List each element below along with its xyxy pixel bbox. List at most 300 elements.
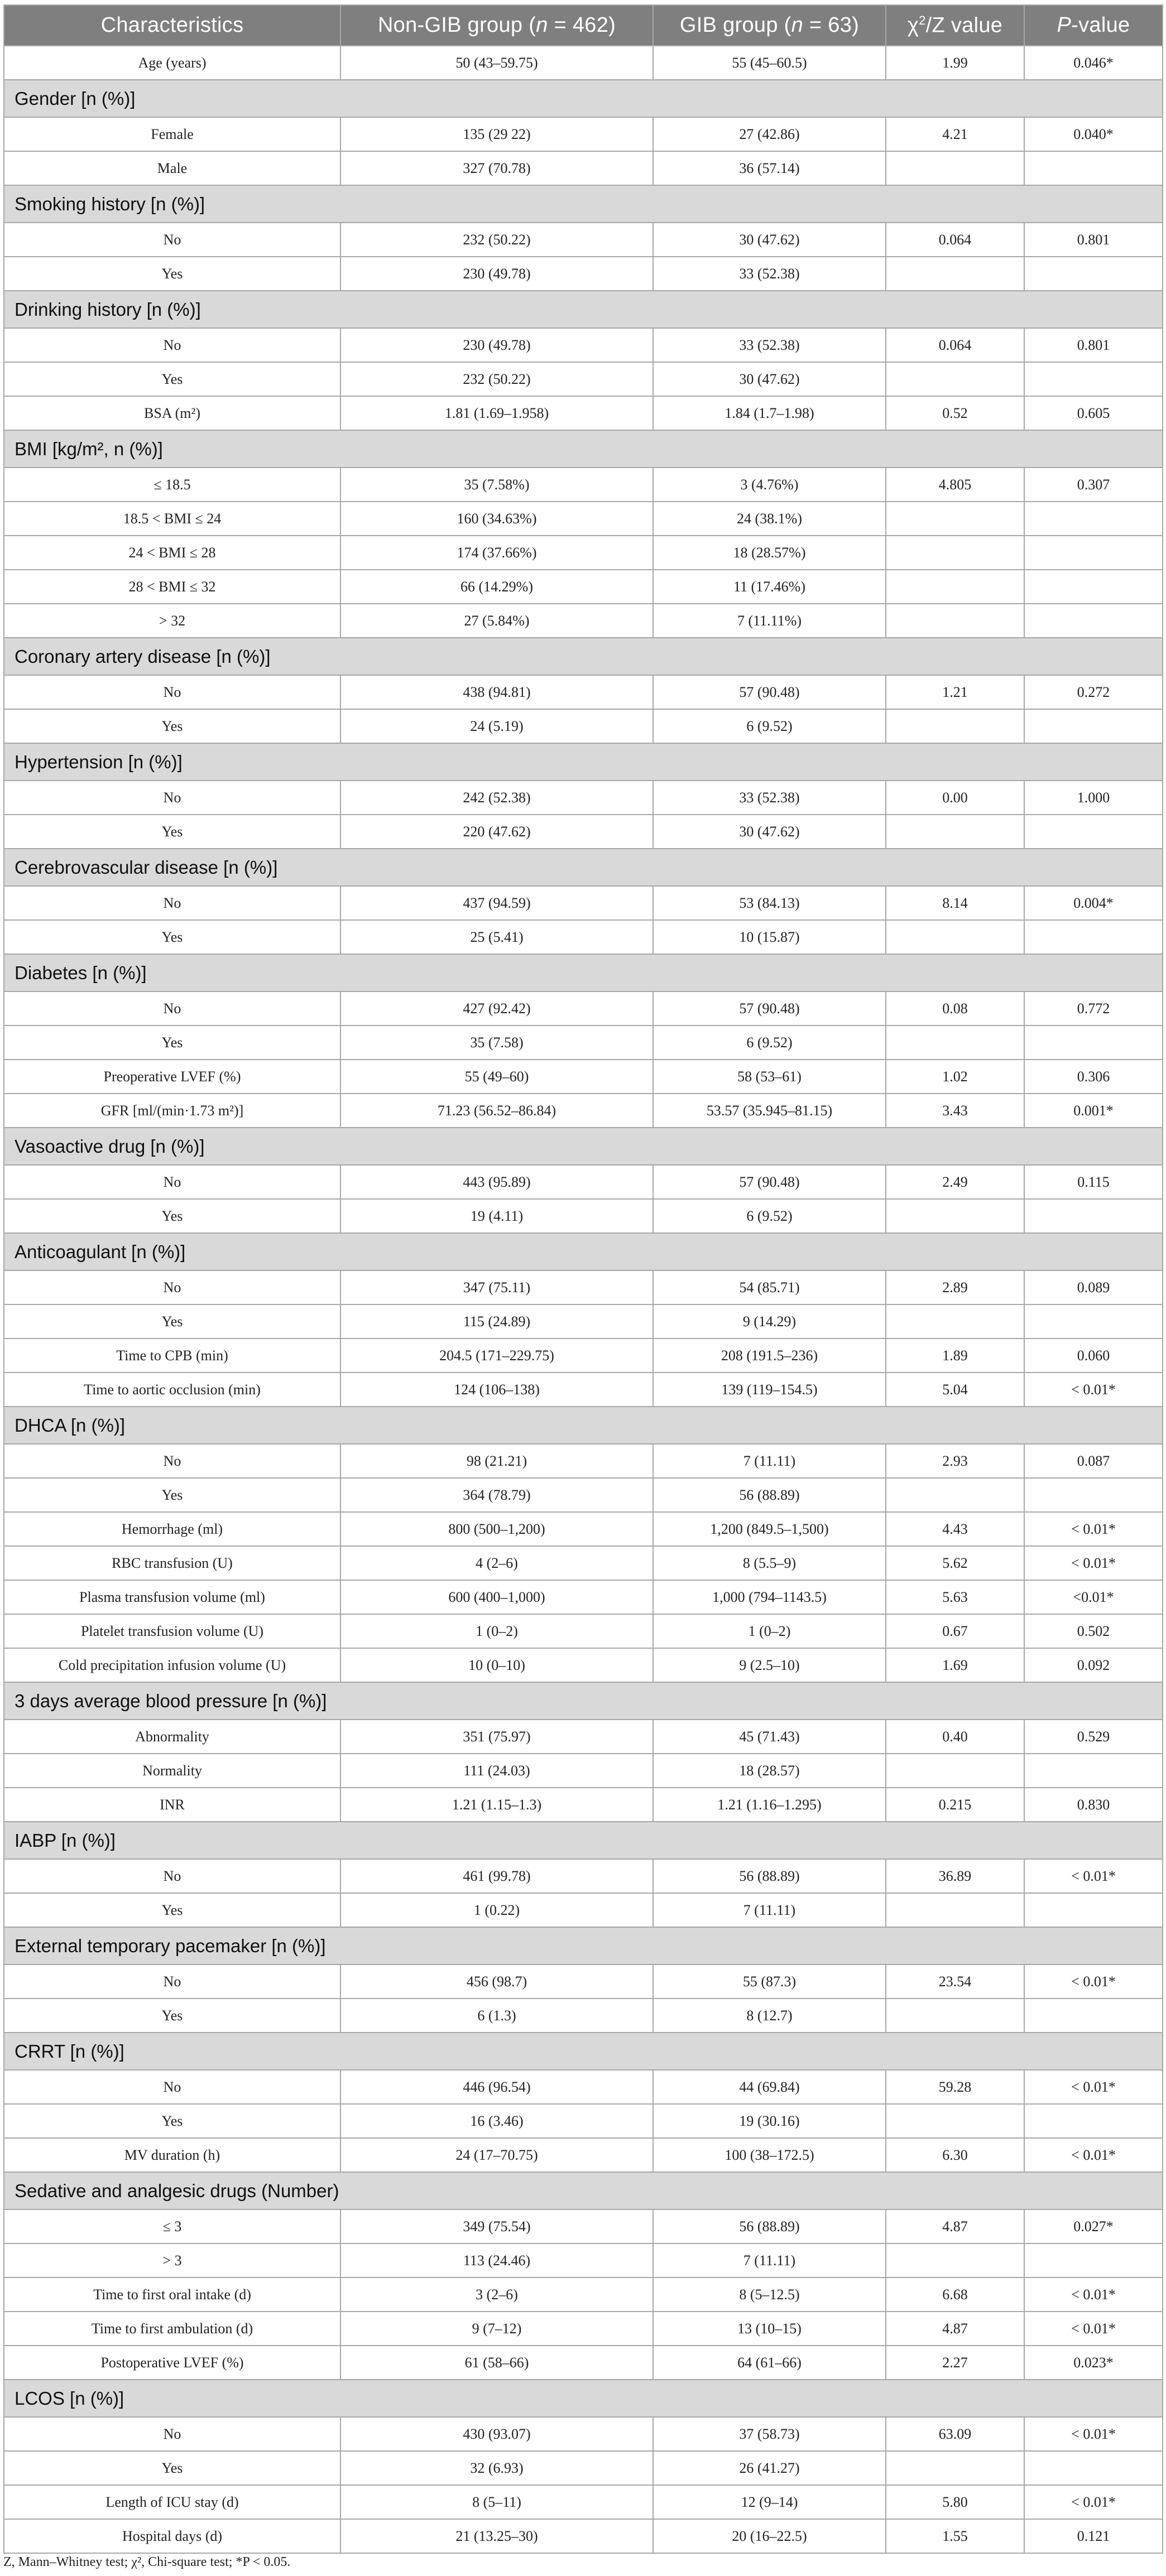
gib-value-cell: 27 (42.86) [653, 117, 886, 151]
table-row [4, 1964, 1163, 1999]
characteristic-cell: Yes [4, 1199, 340, 1233]
category-row [4, 1927, 1163, 1964]
characteristic-cell: No [4, 1964, 340, 1999]
statistic-value-cell [886, 1304, 1024, 1338]
non-gib-value-cell: 349 (75.54) [340, 2209, 653, 2243]
characteristic-cell: Yes [4, 2451, 340, 2485]
category-row [4, 185, 1163, 223]
statistic-value-cell [886, 536, 1024, 570]
p-value-cell [1024, 2243, 1163, 2278]
non-gib-value-cell: 347 (75.11) [340, 1270, 653, 1304]
non-gib-value-cell: 24 (17–70.75) [340, 2138, 653, 2172]
header-statistic: $\chi^2/Z$ value [886, 5, 1024, 46]
table-body [4, 46, 1163, 2553]
non-gib-value-cell: 9 (7–12) [340, 2312, 653, 2346]
characteristic-cell: Platelet transfusion volume (U) [4, 1614, 340, 1648]
table-row [4, 1199, 1163, 1233]
non-gib-value-cell: 50 (43–59.75) [340, 46, 653, 80]
statistic-value-cell [886, 2451, 1024, 2485]
p-value-cell [1024, 2104, 1163, 2138]
non-gib-value-cell: 160 (34.63%) [340, 502, 653, 536]
gib-value-cell: 54 (85.71) [653, 1270, 886, 1304]
gib-value-cell: 1.84 (1.7–1.98) [653, 396, 886, 430]
non-gib-value-cell: 115 (24.89) [340, 1304, 653, 1338]
statistic-value-cell [886, 709, 1024, 743]
characteristic-cell: Hemorrhage (ml) [4, 1512, 340, 1546]
category-row [4, 1682, 1163, 1720]
non-gib-value-cell: 8 (5–11) [340, 2485, 653, 2519]
category-row [4, 1128, 1163, 1165]
category-label: Gender [n (%)] [4, 80, 1163, 117]
non-gib-value-cell: 124 (106–138) [340, 1373, 653, 1407]
statistic-value-cell: 6.68 [886, 2278, 1024, 2312]
non-gib-value-cell: 25 (5.41) [340, 920, 653, 954]
table-row [4, 1546, 1163, 1580]
gib-value-cell: 44 (69.84) [653, 2070, 886, 2104]
table-row [4, 1580, 1163, 1614]
non-gib-value-cell: 230 (49.78) [340, 328, 653, 362]
characteristic-cell: No [4, 781, 340, 815]
gib-value-cell: 30 (47.62) [653, 362, 886, 396]
table-row [4, 1614, 1163, 1648]
p-value-cell: 0.040* [1024, 117, 1163, 151]
p-value-cell: < 0.01* [1024, 1373, 1163, 1407]
table-row [4, 1999, 1163, 2033]
non-gib-value-cell: 1.21 (1.15–1.3) [340, 1788, 653, 1822]
statistic-value-cell: 3.43 [886, 1094, 1024, 1128]
statistic-value-cell [886, 2243, 1024, 2278]
p-value-cell: 0.801 [1024, 328, 1163, 362]
category-row [4, 1822, 1163, 1859]
statistic-value-cell [886, 815, 1024, 849]
gib-value-cell: 1.21 (1.16–1.295) [653, 1788, 886, 1822]
statistic-value-cell: 1.55 [886, 2519, 1024, 2553]
p-value-cell [1024, 1999, 1163, 2033]
gib-value-cell: 8 (5–12.5) [653, 2278, 886, 2312]
table-row [4, 223, 1163, 257]
p-value-cell: < 0.01* [1024, 2138, 1163, 2172]
statistic-value-cell [886, 920, 1024, 954]
p-value-cell [1024, 536, 1163, 570]
gib-value-cell: 36 (57.14) [653, 151, 886, 185]
statistic-value-cell [886, 1893, 1024, 1927]
non-gib-value-cell: 230 (49.78) [340, 257, 653, 291]
p-value-cell [1024, 1199, 1163, 1233]
table-row [4, 2417, 1163, 2451]
p-value-cell: 0.089 [1024, 1270, 1163, 1304]
category-row [4, 80, 1163, 117]
gib-value-cell: 208 (191.5–236) [653, 1338, 886, 1373]
non-gib-value-cell: 456 (98.7) [340, 1964, 653, 1999]
characteristics-table [3, 4, 1163, 2554]
p-value-cell [1024, 1025, 1163, 1060]
characteristic-cell: No [4, 886, 340, 920]
statistic-value-cell [886, 151, 1024, 185]
p-value-cell: 0.023* [1024, 2346, 1163, 2380]
gib-value-cell: 8 (5.5–9) [653, 1546, 886, 1580]
gib-value-cell: 30 (47.62) [653, 223, 886, 257]
table-container [3, 4, 1162, 2554]
category-label: BMI [kg/m², n (%)] [4, 430, 1163, 468]
table-row [4, 1165, 1163, 1199]
table-row [4, 2485, 1163, 2519]
characteristic-cell: GFR [ml/(min·1.73 m²)] [4, 1094, 340, 1128]
p-value-cell: < 0.01* [1024, 1546, 1163, 1580]
p-value-cell: < 0.01* [1024, 1512, 1163, 1546]
p-value-cell [1024, 570, 1163, 604]
statistic-value-cell: 2.89 [886, 1270, 1024, 1304]
statistic-value-cell: 1.89 [886, 1338, 1024, 1373]
characteristic-cell: Cold precipitation infusion volume (U) [4, 1648, 340, 1682]
non-gib-value-cell: 1 (0.22) [340, 1893, 653, 1927]
statistic-value-cell: 4.21 [886, 117, 1024, 151]
table-row [4, 1304, 1163, 1338]
characteristic-cell: No [4, 991, 340, 1025]
characteristic-cell: Plasma transfusion volume (ml) [4, 1580, 340, 1614]
characteristic-cell: RBC transfusion (U) [4, 1546, 340, 1580]
p-value-cell: 0.027* [1024, 2209, 1163, 2243]
p-value-cell: 0.121 [1024, 2519, 1163, 2553]
p-value-cell [1024, 604, 1163, 638]
non-gib-value-cell: 35 (7.58) [340, 1025, 653, 1060]
category-row [4, 849, 1163, 886]
p-value-cell: 0.605 [1024, 396, 1163, 430]
gib-value-cell: 20 (16–22.5) [653, 2519, 886, 2553]
characteristic-cell: Postoperative LVEF (%) [4, 2346, 340, 2380]
characteristic-cell: MV duration (h) [4, 2138, 340, 2172]
non-gib-value-cell: 27 (5.84%) [340, 604, 653, 638]
table-row [4, 2346, 1163, 2380]
p-value-cell: < 0.01* [1024, 1859, 1163, 1893]
statistic-value-cell [886, 2104, 1024, 2138]
table-row [4, 920, 1163, 954]
characteristic-cell: Yes [4, 709, 340, 743]
statistic-value-cell [886, 502, 1024, 536]
non-gib-value-cell: 204.5 (171–229.75) [340, 1338, 653, 1373]
gib-value-cell: 9 (2.5–10) [653, 1648, 886, 1682]
category-row [4, 2380, 1163, 2417]
table-row [4, 570, 1163, 604]
category-label: Vasoactive drug [n (%)] [4, 1128, 1163, 1165]
table-row [4, 815, 1163, 849]
header-row [4, 5, 1163, 46]
characteristic-cell: Age (years) [4, 46, 340, 80]
statistic-value-cell: 0.52 [886, 396, 1024, 430]
characteristic-cell: 24 < BMI ≤ 28 [4, 536, 340, 570]
table-row [4, 151, 1163, 185]
p-value-cell: 0.830 [1024, 1788, 1163, 1822]
gib-value-cell: 26 (41.27) [653, 2451, 886, 2485]
table-row [4, 1060, 1163, 1094]
non-gib-value-cell: 446 (96.54) [340, 2070, 653, 2104]
characteristic-cell: Yes [4, 1893, 340, 1927]
p-value-cell: < 0.01* [1024, 2312, 1163, 2346]
table-row [4, 2312, 1163, 2346]
p-value-cell [1024, 1754, 1163, 1788]
characteristic-cell: Yes [4, 815, 340, 849]
table-row [4, 2278, 1163, 2312]
gib-value-cell: 139 (119–154.5) [653, 1373, 886, 1407]
characteristic-cell: ≤ 18.5 [4, 468, 340, 502]
characteristic-cell: 28 < BMI ≤ 32 [4, 570, 340, 604]
gib-value-cell: 56 (88.89) [653, 1478, 886, 1512]
table-row [4, 2138, 1163, 2172]
non-gib-value-cell: 220 (47.62) [340, 815, 653, 849]
non-gib-value-cell: 4 (2–6) [340, 1546, 653, 1580]
table-row [4, 991, 1163, 1025]
header-non-gib-group: Non-GIB group (n = 462) [340, 5, 653, 46]
gib-value-cell: 53.57 (35.945–81.15) [653, 1094, 886, 1128]
table-row [4, 1338, 1163, 1373]
statistic-value-cell [886, 1025, 1024, 1060]
characteristic-cell: Length of ICU stay (d) [4, 2485, 340, 2519]
table-row [4, 2243, 1163, 2278]
gib-value-cell: 18 (28.57) [653, 1754, 886, 1788]
gib-value-cell: 7 (11.11%) [653, 604, 886, 638]
non-gib-value-cell: 111 (24.03) [340, 1754, 653, 1788]
category-row [4, 954, 1163, 991]
table-row [4, 1444, 1163, 1478]
table-row [4, 1512, 1163, 1546]
gib-value-cell: 18 (28.57%) [653, 536, 886, 570]
statistic-value-cell [886, 1478, 1024, 1512]
category-label: Diabetes [n (%)] [4, 954, 1163, 991]
gib-value-cell: 10 (15.87) [653, 920, 886, 954]
non-gib-value-cell: 427 (92.42) [340, 991, 653, 1025]
p-value-cell [1024, 709, 1163, 743]
table-row [4, 328, 1163, 362]
gib-value-cell: 19 (30.16) [653, 2104, 886, 2138]
characteristic-cell: Time to aortic occlusion (min) [4, 1373, 340, 1407]
table-row [4, 2104, 1163, 2138]
characteristic-cell: Yes [4, 257, 340, 291]
gib-value-cell: 24 (38.1%) [653, 502, 886, 536]
p-value-cell: 0.087 [1024, 1444, 1163, 1478]
characteristic-cell: No [4, 1444, 340, 1478]
statistic-value-cell: 36.89 [886, 1859, 1024, 1893]
table-header [4, 5, 1163, 46]
p-value-cell: < 0.01* [1024, 1964, 1163, 1999]
p-value-cell [1024, 1304, 1163, 1338]
statistic-value-cell: 4.43 [886, 1512, 1024, 1546]
statistic-value-cell: 0.215 [886, 1788, 1024, 1822]
p-value-cell [1024, 502, 1163, 536]
gib-value-cell: 12 (9–14) [653, 2485, 886, 2519]
statistic-value-cell: 5.62 [886, 1546, 1024, 1580]
header-characteristics: Characteristics [4, 5, 340, 46]
non-gib-value-cell: 800 (500–1,200) [340, 1512, 653, 1546]
statistic-value-cell [886, 1999, 1024, 2033]
statistic-value-cell [886, 257, 1024, 291]
statistic-value-cell: 1.21 [886, 675, 1024, 709]
statistic-value-cell: 0.40 [886, 1720, 1024, 1754]
table-row [4, 502, 1163, 536]
gib-value-cell: 13 (10–15) [653, 2312, 886, 2346]
statistic-value-cell: 2.27 [886, 2346, 1024, 2380]
statistic-value-cell: 0.08 [886, 991, 1024, 1025]
category-row [4, 1233, 1163, 1270]
non-gib-value-cell: 32 (6.93) [340, 2451, 653, 2485]
p-value-cell [1024, 1478, 1163, 1512]
table-row [4, 1859, 1163, 1893]
gib-value-cell: 1,200 (849.5–1,500) [653, 1512, 886, 1546]
table-footnote: Z, Mann–Whitney test; χ², Chi-square test; *P < 0.05. [3, 2555, 291, 2569]
p-value-cell: 1.000 [1024, 781, 1163, 815]
table-row [4, 1648, 1163, 1682]
p-value-cell: 0.004* [1024, 886, 1163, 920]
non-gib-value-cell: 16 (3.46) [340, 2104, 653, 2138]
p-value-cell: 0.502 [1024, 1614, 1163, 1648]
non-gib-value-cell: 135 (29 22) [340, 117, 653, 151]
non-gib-value-cell: 1.81 (1.69–1.958) [340, 396, 653, 430]
category-label: DHCA [n (%)] [4, 1407, 1163, 1444]
p-value-cell [1024, 257, 1163, 291]
p-value-cell: 0.046* [1024, 46, 1163, 80]
p-value-cell [1024, 1893, 1163, 1927]
characteristic-cell: No [4, 2070, 340, 2104]
table-row [4, 675, 1163, 709]
statistic-value-cell: 0.67 [886, 1614, 1024, 1648]
category-label: Smoking history [n (%)] [4, 185, 1163, 223]
characteristic-cell: Time to first oral intake (d) [4, 2278, 340, 2312]
characteristic-cell: Hospital days (d) [4, 2519, 340, 2553]
table-row [4, 536, 1163, 570]
characteristic-cell: Yes [4, 362, 340, 396]
p-value-cell [1024, 2451, 1163, 2485]
table-row [4, 1893, 1163, 1927]
category-row [4, 638, 1163, 675]
non-gib-value-cell: 437 (94.59) [340, 886, 653, 920]
gib-value-cell: 3 (4.76%) [653, 468, 886, 502]
category-label: Sedative and analgesic drugs (Number) [4, 2172, 1163, 2209]
p-value-cell [1024, 151, 1163, 185]
gib-value-cell: 9 (14.29) [653, 1304, 886, 1338]
non-gib-value-cell: 98 (21.21) [340, 1444, 653, 1478]
statistic-value-cell: 5.04 [886, 1373, 1024, 1407]
gib-value-cell: 33 (52.38) [653, 781, 886, 815]
gib-value-cell: 53 (84.13) [653, 886, 886, 920]
characteristic-cell: > 3 [4, 2243, 340, 2278]
characteristic-cell: No [4, 328, 340, 362]
p-value-cell: 0.060 [1024, 1338, 1163, 1373]
statistic-value-cell: 1.99 [886, 46, 1024, 80]
category-label: External temporary pacemaker [n (%)] [4, 1927, 1163, 1964]
characteristic-cell: No [4, 1270, 340, 1304]
statistic-value-cell: 0.00 [886, 781, 1024, 815]
characteristic-cell: Yes [4, 1478, 340, 1512]
table-row [4, 1754, 1163, 1788]
gib-value-cell: 56 (88.89) [653, 2209, 886, 2243]
non-gib-value-cell: 600 (400–1,000) [340, 1580, 653, 1614]
characteristic-cell: Time to CPB (min) [4, 1338, 340, 1373]
non-gib-value-cell: 327 (70.78) [340, 151, 653, 185]
table-row [4, 709, 1163, 743]
gib-value-cell: 57 (90.48) [653, 991, 886, 1025]
category-label: Cerebrovascular disease [n (%)] [4, 849, 1163, 886]
non-gib-value-cell: 21 (13.25–30) [340, 2519, 653, 2553]
non-gib-value-cell: 351 (75.97) [340, 1720, 653, 1754]
p-value-cell: < 0.01* [1024, 2278, 1163, 2312]
gib-value-cell: 6 (9.52) [653, 1025, 886, 1060]
non-gib-value-cell: 232 (50.22) [340, 223, 653, 257]
gib-value-cell: 100 (38–172.5) [653, 2138, 886, 2172]
category-row [4, 2033, 1163, 2070]
non-gib-value-cell: 430 (93.07) [340, 2417, 653, 2451]
characteristic-cell: Normality [4, 1754, 340, 1788]
p-value-cell: 0.801 [1024, 223, 1163, 257]
table-row [4, 2451, 1163, 2485]
p-value-cell: 0.092 [1024, 1648, 1163, 1682]
gib-value-cell: 1,000 (794–1143.5) [653, 1580, 886, 1614]
p-value-cell: 0.115 [1024, 1165, 1163, 1199]
statistic-value-cell: 2.93 [886, 1444, 1024, 1478]
gib-value-cell: 30 (47.62) [653, 815, 886, 849]
characteristic-cell: ≤ 3 [4, 2209, 340, 2243]
statistic-value-cell: 0.064 [886, 223, 1024, 257]
table-row [4, 257, 1163, 291]
category-label: Hypertension [n (%)] [4, 743, 1163, 781]
non-gib-value-cell: 19 (4.11) [340, 1199, 653, 1233]
statistic-value-cell: 5.80 [886, 2485, 1024, 2519]
gib-value-cell: 55 (45–60.5) [653, 46, 886, 80]
header-gib-group: GIB group (n = 63) [653, 5, 886, 46]
characteristic-cell: Yes [4, 920, 340, 954]
gib-value-cell: 55 (87.3) [653, 1964, 886, 1999]
category-label: Drinking history [n (%)] [4, 291, 1163, 328]
gib-value-cell: 37 (58.73) [653, 2417, 886, 2451]
table-row [4, 1720, 1163, 1754]
table-row [4, 781, 1163, 815]
table-row [4, 1025, 1163, 1060]
characteristic-cell: Abnormality [4, 1720, 340, 1754]
table-row [4, 604, 1163, 638]
p-value-cell: <0.01* [1024, 1580, 1163, 1614]
gib-value-cell: 6 (9.52) [653, 709, 886, 743]
category-row [4, 743, 1163, 781]
p-value-cell [1024, 920, 1163, 954]
characteristic-cell: No [4, 1859, 340, 1893]
characteristic-cell: Yes [4, 1999, 340, 2033]
characteristic-cell: Yes [4, 1025, 340, 1060]
gib-value-cell: 45 (71.43) [653, 1720, 886, 1754]
p-value-cell [1024, 815, 1163, 849]
characteristic-cell: > 32 [4, 604, 340, 638]
statistic-value-cell: 0.064 [886, 328, 1024, 362]
gib-value-cell: 57 (90.48) [653, 1165, 886, 1199]
table-row [4, 2070, 1163, 2104]
category-row [4, 2172, 1163, 2209]
characteristic-cell: BSA (m²) [4, 396, 340, 430]
statistic-value-cell [886, 1754, 1024, 1788]
table-row [4, 1270, 1163, 1304]
header-p-value: P-value [1024, 5, 1163, 46]
characteristic-cell: No [4, 1165, 340, 1199]
gib-value-cell: 7 (11.11) [653, 1444, 886, 1478]
table-row [4, 1478, 1163, 1512]
statistic-value-cell [886, 362, 1024, 396]
non-gib-value-cell: 61 (58–66) [340, 2346, 653, 2380]
non-gib-value-cell: 66 (14.29%) [340, 570, 653, 604]
statistic-value-cell: 59.28 [886, 2070, 1024, 2104]
characteristic-cell: Time to first ambulation (d) [4, 2312, 340, 2346]
non-gib-value-cell: 1 (0–2) [340, 1614, 653, 1648]
statistic-value-cell [886, 570, 1024, 604]
non-gib-value-cell: 71.23 (56.52–86.84) [340, 1094, 653, 1128]
p-value-cell: < 0.01* [1024, 2417, 1163, 2451]
statistic-value-cell: 1.69 [886, 1648, 1024, 1682]
characteristic-cell: 18.5 < BMI ≤ 24 [4, 502, 340, 536]
characteristic-cell: No [4, 675, 340, 709]
